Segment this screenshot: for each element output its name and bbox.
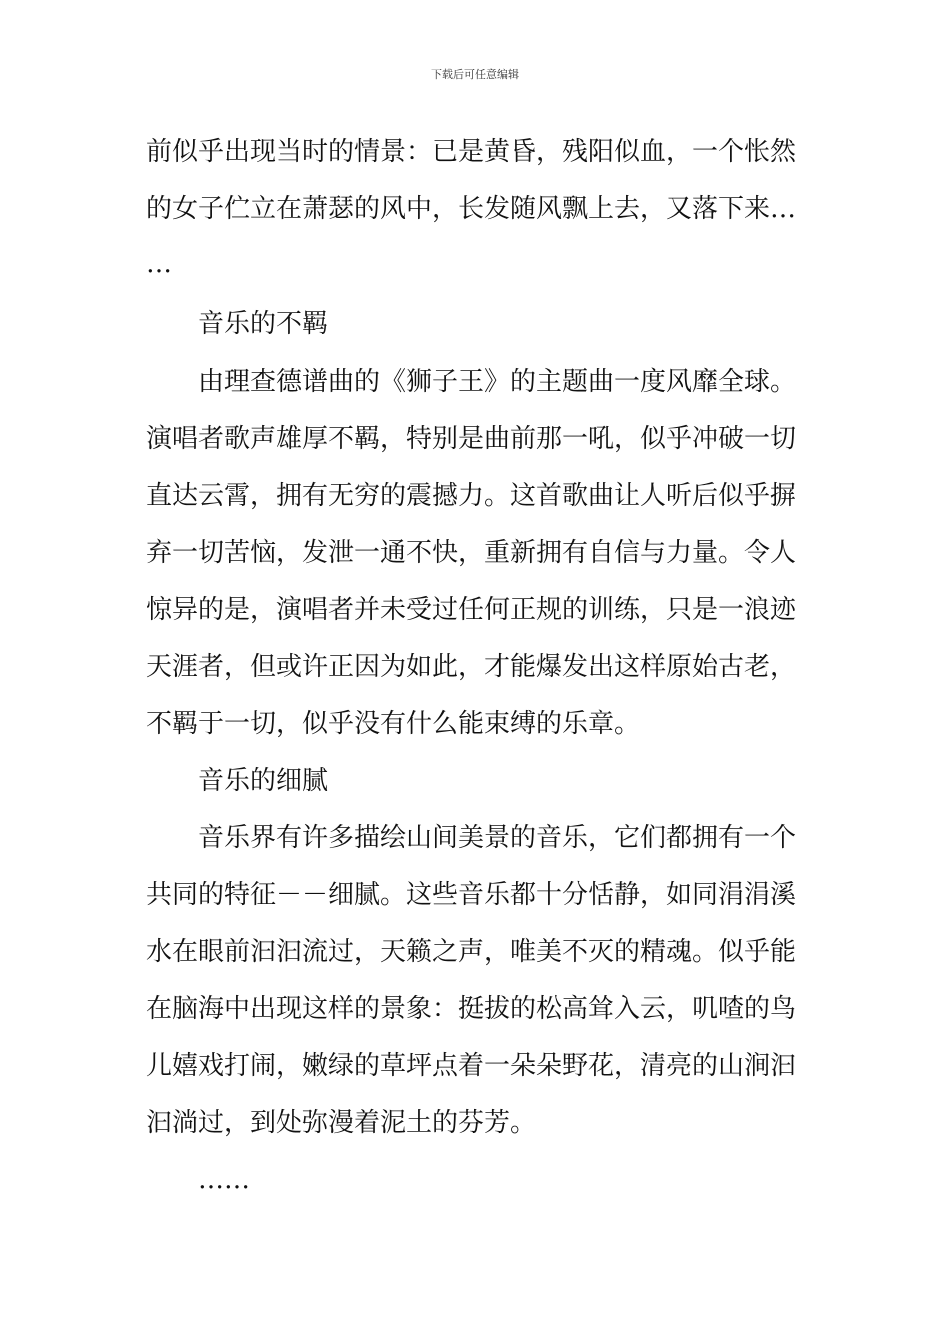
text-line: 儿嬉戏打闹，嫩绿的草坪点着一朵朵野花，清亮的山涧汩: [146, 1051, 797, 1081]
text-line: 水在眼前汩汩流过，天籁之声，唯美不灭的精魂。似乎能: [146, 937, 797, 967]
text-line: 天涯者，但或许正因为如此，才能爆发出这样原始古老，: [146, 652, 797, 682]
text-line: 演唱者歌声雄厚不羁，特别是曲前那一吼，似乎冲破一切: [146, 424, 797, 454]
text-line: ……: [198, 1165, 250, 1195]
text-line: 前似乎出现当时的情景：已是黄昏，残阳似血，一个怅然: [146, 137, 797, 167]
text-line: 弃一切苦恼，发泄一通不快，重新拥有自信与力量。令人: [146, 538, 797, 568]
page-header: 下载后可任意编辑: [431, 68, 519, 81]
section-heading: 音乐的细腻: [198, 766, 329, 796]
text-line: 在脑海中出现这样的景象：挺拔的松高耸入云，叽喳的鸟: [146, 994, 797, 1024]
text-line: 由理查德谱曲的《狮子王》的主题曲一度风靡全球。: [198, 367, 797, 397]
text-line: 直达云霄，拥有无穷的震撼力。这首歌曲让人听后似乎摒: [146, 481, 797, 511]
text-line: 共同的特征－－细腻。这些音乐都十分恬静，如同涓涓溪: [146, 880, 797, 910]
text-line: 不羁于一切，似乎没有什么能束缚的乐章。: [146, 709, 641, 739]
text-line: 惊异的是，演唱者并未受过任何正规的训练，只是一浪迹: [146, 595, 797, 625]
text-line: 的女子伫立在萧瑟的风中，长发随风飘上去，又落下来…: [146, 194, 797, 224]
text-line: …: [146, 249, 172, 279]
text-line: 音乐界有许多描绘山间美景的音乐，它们都拥有一个: [198, 823, 797, 853]
text-line: 汩淌过，到处弥漫着泥土的芬芳。: [146, 1108, 537, 1138]
section-heading: 音乐的不羁: [198, 309, 329, 339]
